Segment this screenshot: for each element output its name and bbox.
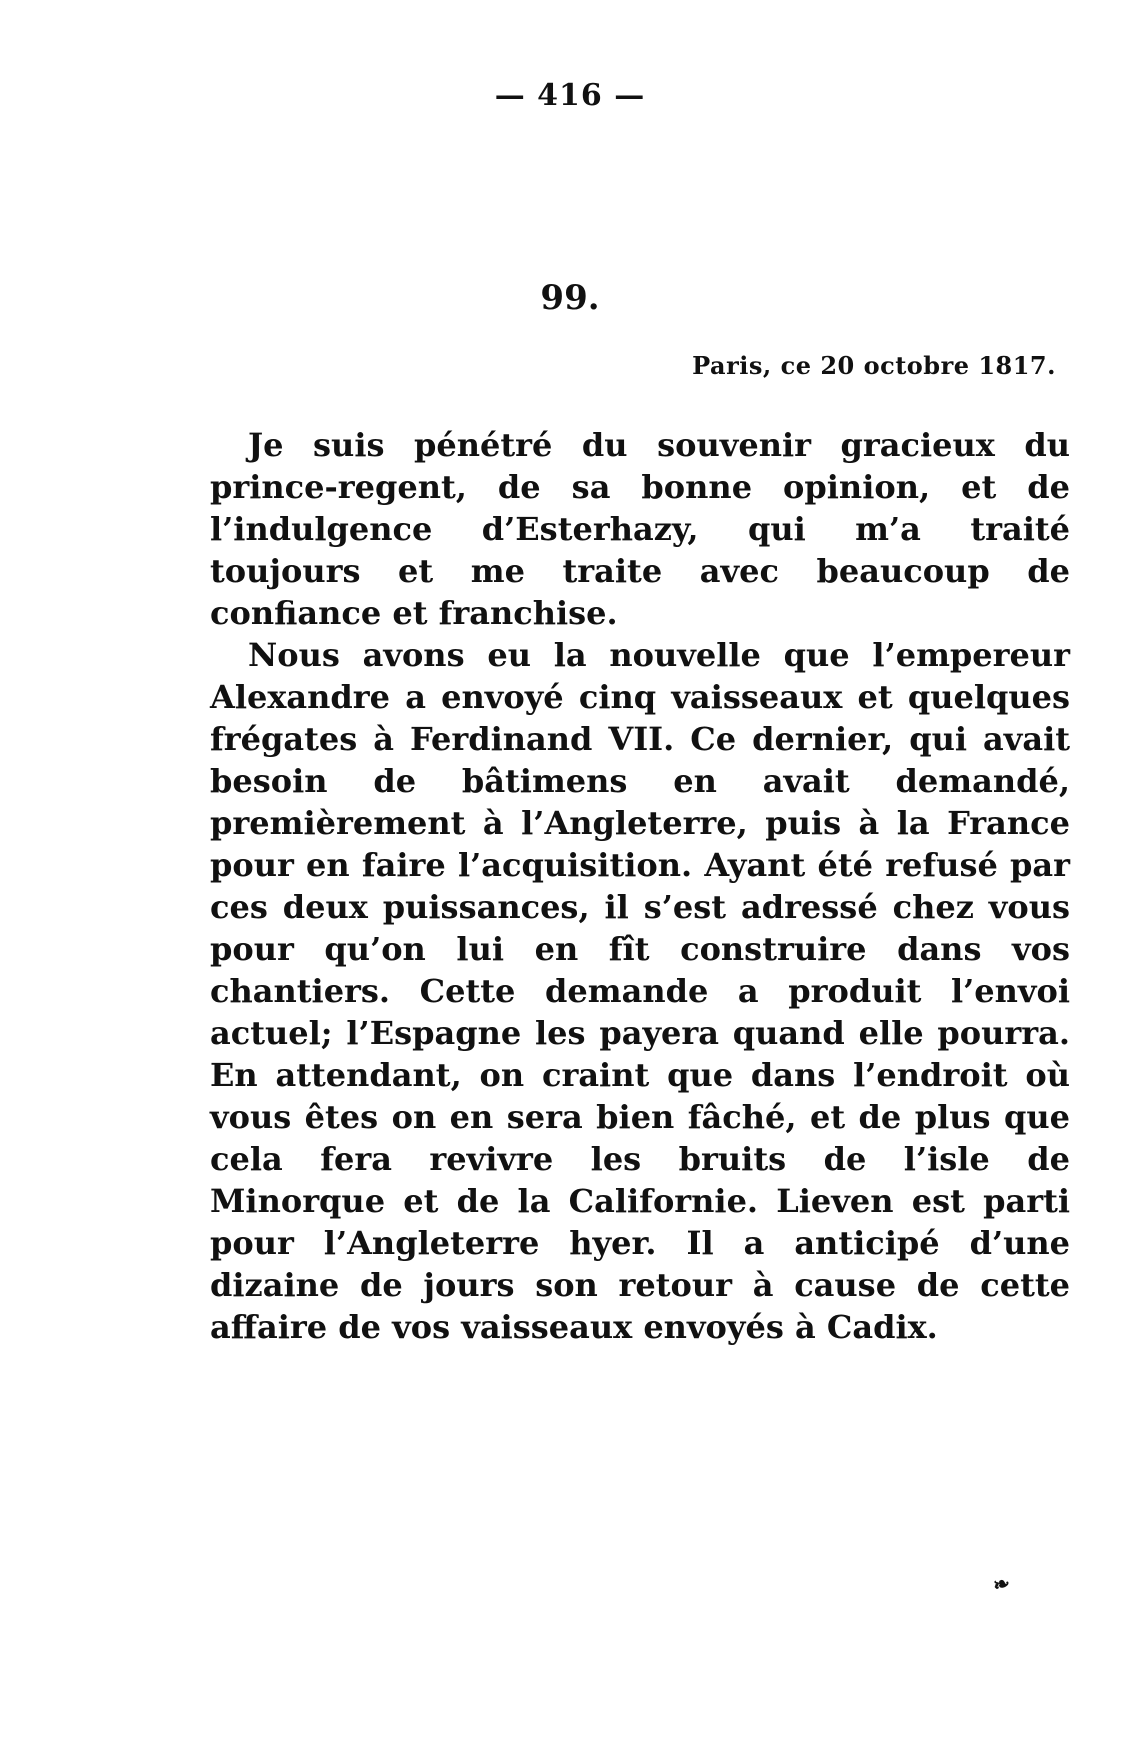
- paragraph-1: Je suis pénétré du souvenir gracieux du prince-regent, de sa bonne opinion, et de l’indulgence d’Esterhazy, qui m’a traité toujours et me traite avec beaucoup de confiance et franchise.: [210, 426, 1070, 632]
- page-number: — 416 —: [494, 78, 646, 113]
- page-ornament: ❧: [990, 1570, 1013, 1598]
- letter-number: 99.: [540, 278, 600, 318]
- letter-body: [210, 424, 1070, 1348]
- dateline: Paris, ce 20 octobre 1817.: [692, 351, 1056, 380]
- paragraph-2: Nous avons eu la nouvelle que l’empereur Alexandre a envoyé cinq vaisseaux et quelques frégates à Ferdinand VII. Ce dernier, qui avait besoin de bâtimens en avait demandé, premièrement à l’Angleterre, puis à la France pour en faire l’acquisition. Ayant été refusé par ces deux puissances, il s’est adressé chez vous pour qu’on lui en fît construire dans vos chantiers. Cette demande a produit l’envoi actuel; l’Espagne les payera quand elle pourra. En attendant, on craint que dans l’endroit où vous êtes on en sera bien fâché, et de plus que cela fera revivre les bruits de l’isle de Minorque et de la Californie. Lieven est parti pour l’Angleterre hyer. Il a anticipé d’une dizaine de jours son retour à cause de cette affaire de vos vaisseaux envoyés à Cadix.: [210, 636, 1070, 1346]
